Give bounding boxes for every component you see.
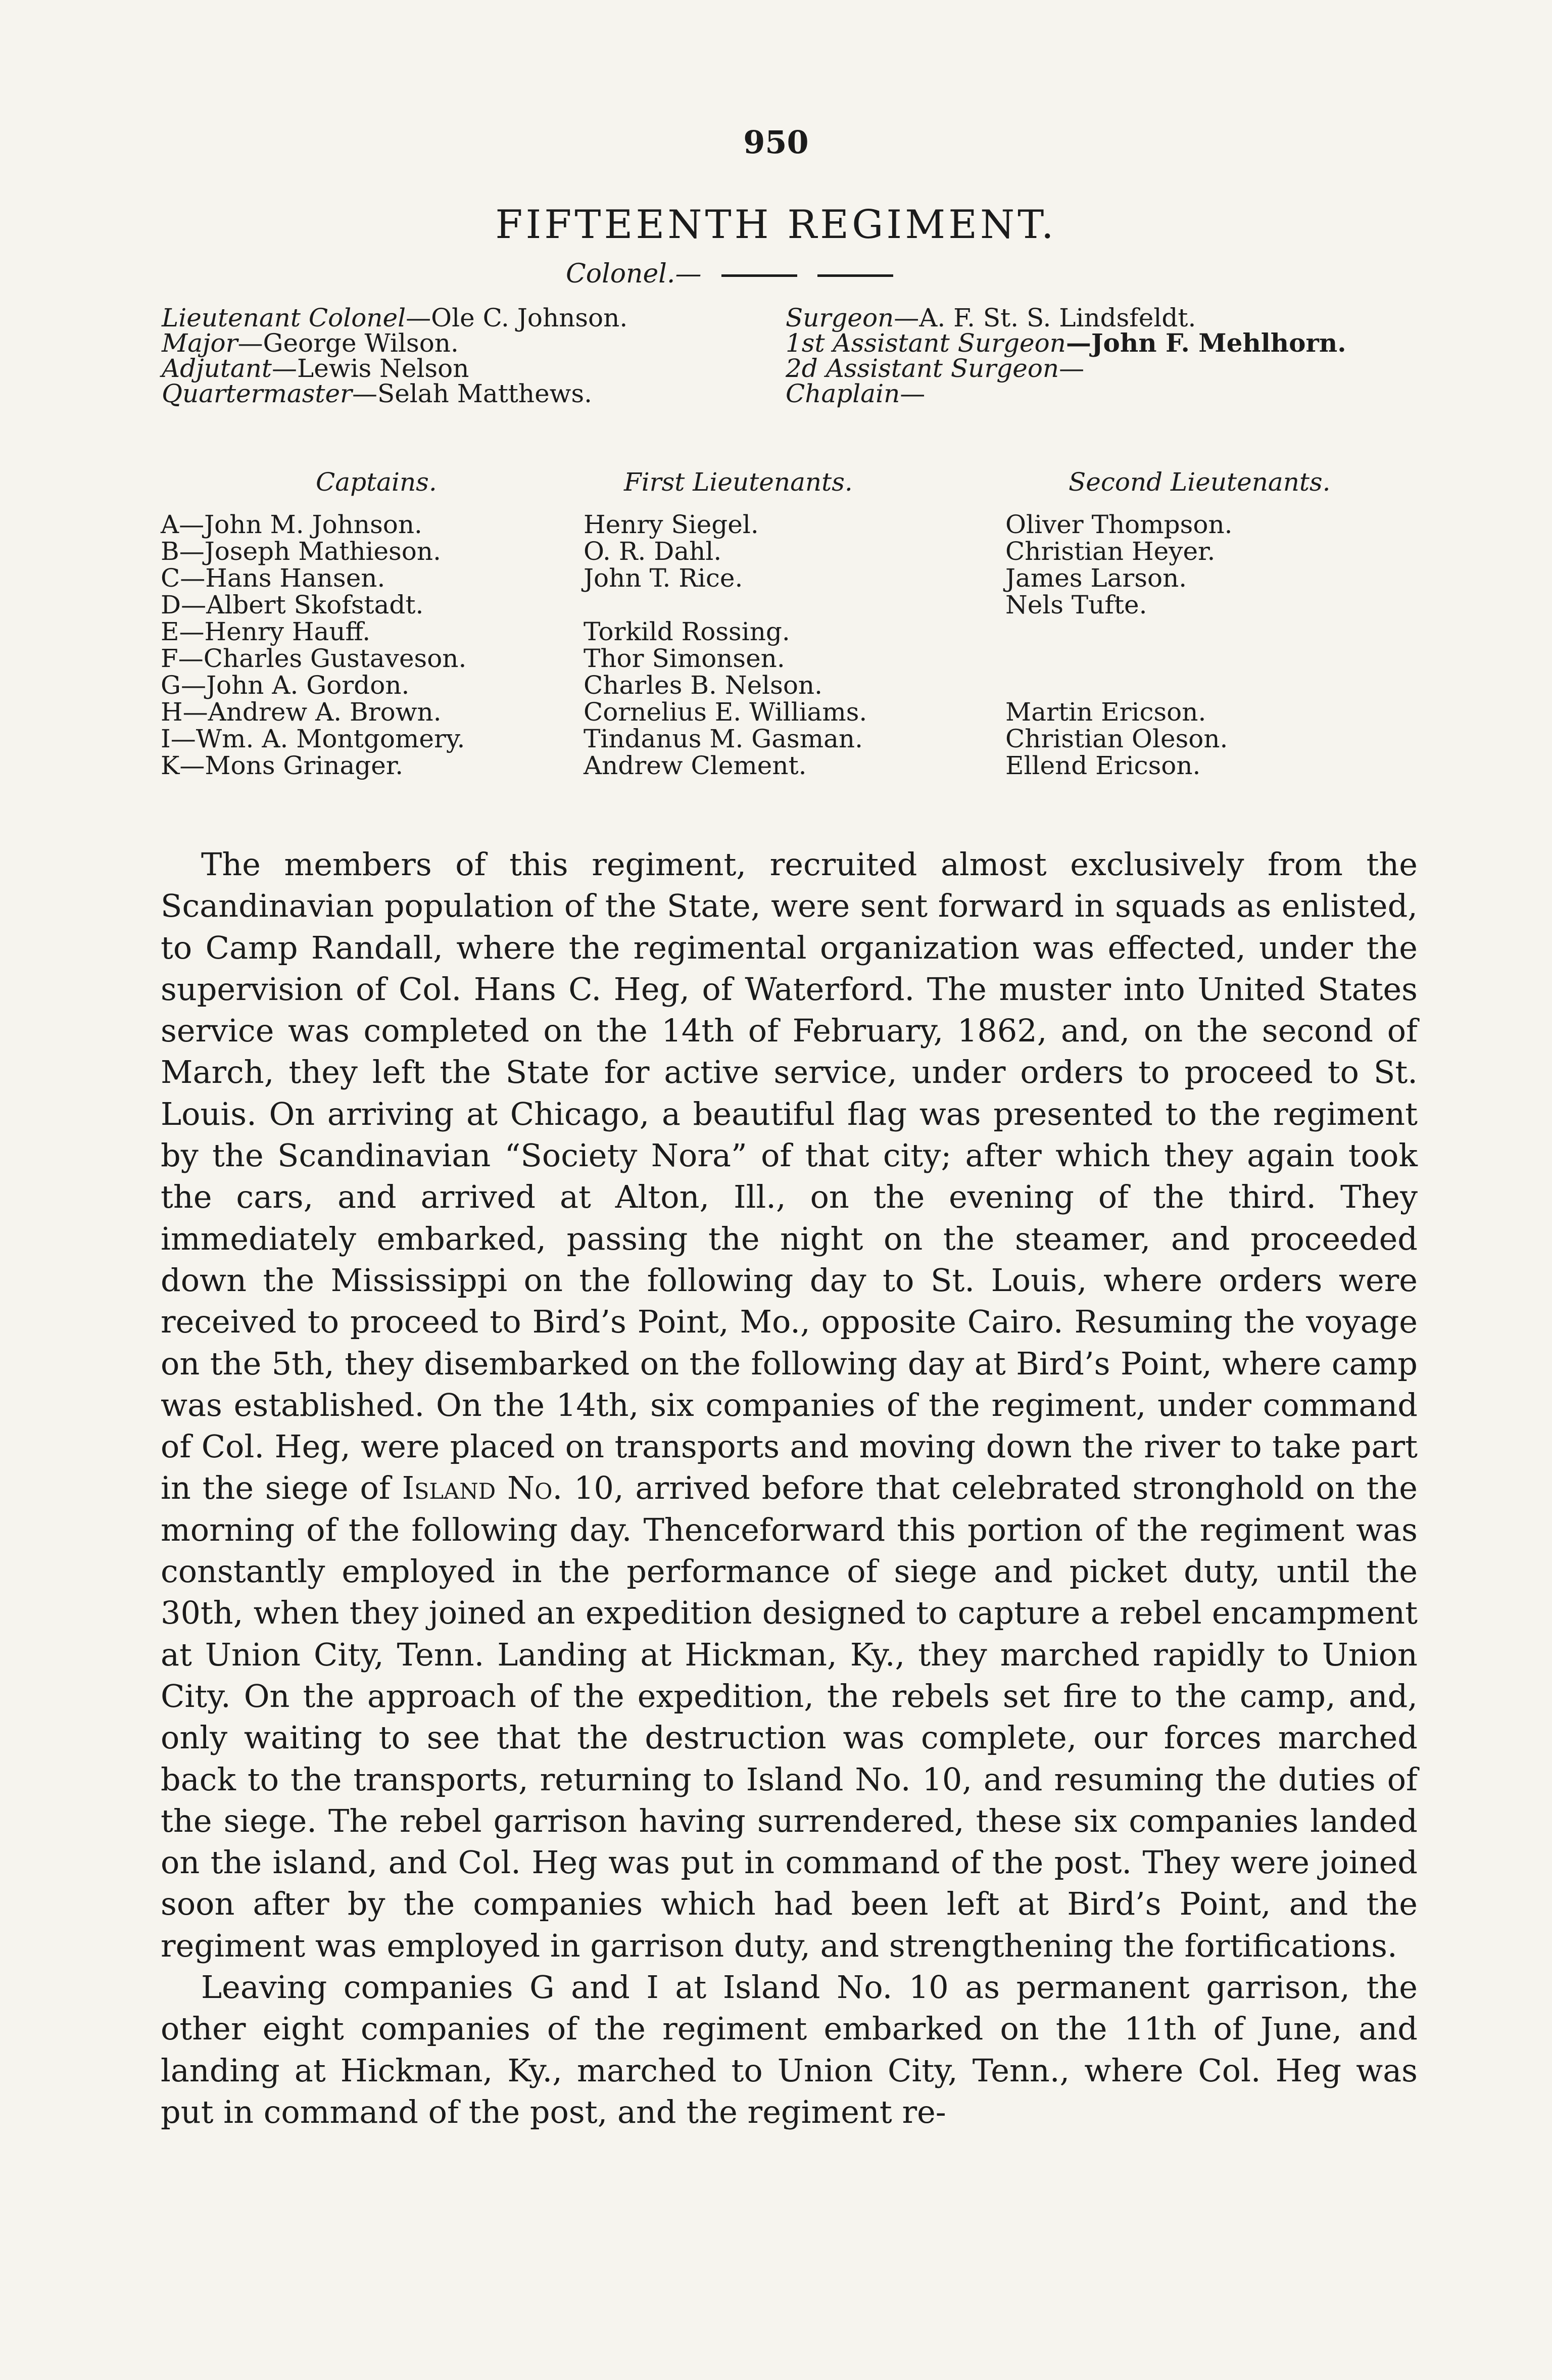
captain-entry: E—Henry Hauff.: [161, 617, 371, 646]
page-number: 950: [743, 124, 809, 161]
captains-column: [161, 511, 466, 779]
staff-entry: [786, 356, 1346, 381]
staff-role: Surgeon: [786, 303, 894, 332]
staff-name: —A. F. St. S. Lindsfeldt.: [894, 303, 1196, 332]
first-lieutenants-header: First Lieutenants.: [624, 467, 853, 497]
staff-entry: [786, 381, 1346, 406]
first-lieutenant-entry: Thor Simonsen.: [584, 644, 785, 673]
island-name: Island No. 10: [402, 1469, 614, 1507]
blank-line: [721, 274, 797, 277]
staff-name: —: [900, 379, 926, 408]
staff-name: —Selah Matthews.: [352, 379, 593, 408]
staff-name: —: [1059, 354, 1085, 383]
regiment-history: [161, 844, 1418, 2133]
staff-role: Lieutenant Colonel: [162, 303, 406, 332]
captain-entry: F—Charles Gustaveson.: [161, 644, 467, 673]
captains-header: Captains.: [316, 467, 437, 497]
second-lieutenants-header: Second Lieutenants.: [1069, 467, 1331, 497]
second-lieutenants-column: [1005, 511, 1233, 779]
first-lieutenant-entry: Charles B. Nelson.: [584, 671, 823, 700]
second-lieutenant-entry: Ellend Ericson.: [1005, 751, 1201, 780]
second-lieutenant-entry: Martin Ericson.: [1005, 697, 1206, 727]
captain-entry: C—Hans Hansen.: [161, 563, 385, 593]
first-lieutenant-entry: Cornelius E. Williams.: [584, 697, 867, 727]
first-lieutenant-entry: Henry Siegel.: [584, 510, 759, 539]
staff-entry: [162, 305, 627, 330]
second-lieutenant-entry: [1005, 618, 1233, 645]
first-lieutenant-entry: O. R. Dahl.: [584, 537, 722, 566]
paragraph: Leaving companies G and I at Island No. 10 as permanent garrison, the other eight companies of the regiment embarked on the 11th of June, and landing at Hickman, Ky., marched to Union City, Tenn., where Col. Heg was put in command of the post, and the regiment re-: [161, 1969, 1418, 2130]
staff-role: Quartermaster: [162, 379, 352, 408]
staff-name: —George Wilson.: [237, 328, 459, 358]
staff-name: —Lewis Nelson: [272, 354, 469, 383]
second-lieutenant-entry: Christian Oleson.: [1005, 724, 1228, 753]
captain-entry: D—Albert Skofstadt.: [161, 590, 424, 620]
captain-entry: H—Andrew A. Brown.: [161, 697, 442, 727]
second-lieutenant-entry: [1005, 645, 1233, 672]
second-lieutenant-entry: James Larson.: [1005, 563, 1187, 593]
staff-role: 2d Assistant Surgeon: [786, 354, 1059, 383]
staff-entry: [786, 330, 1346, 356]
captain-entry: G—John A. Gordon.: [161, 671, 410, 700]
blank-line: [817, 274, 893, 277]
paragraph: [161, 844, 1418, 1967]
staff-role: Major: [162, 328, 238, 358]
staff-name: —John F. Mehlhorn.: [1065, 328, 1346, 358]
staff-name: —Ole C. Johnson.: [406, 303, 628, 332]
staff-role: Chaplain: [786, 379, 900, 408]
captain-entry: I—Wm. A. Montgomery.: [161, 724, 465, 753]
captain-entry: A—John M. Johnson.: [161, 510, 422, 539]
second-lieutenant-entry: Nels Tufte.: [1005, 590, 1147, 620]
second-lieutenant-entry: [1005, 672, 1233, 699]
first-lieutenant-entry: [584, 592, 867, 618]
staff-entry: [786, 305, 1346, 330]
first-lieutenant-entry: Torkild Rossing.: [584, 617, 790, 646]
paragraph-text: , arrived before that celebrated stronghold on the morning of the following day. Thenceforward this portion of the regiment was constantly employed in the performance of siege and picket duty, until the 30th, when they joined an expedition designed to capture a rebel encampment at Union City, Tenn. Landing at Hickman, Ky., they marched rapidly to Union City. On the approach of the expedition, the rebels set fire to the camp, and, only waiting to see that the destruction was complete, our forces marched back to the transports, returning to Island No. 10, and resuming the duties of the siege. The rebel garrison having surrendered, these six companies landed on the island, and Col. Heg was put in command of the post. They were joined soon after by the companies which had been left at Bird’s Point, and the regiment was employed in garrison duty, and strengthening the fortifications.: [161, 1469, 1418, 1964]
colonel-label: Colonel.—: [566, 259, 702, 289]
staff-list-left: [162, 305, 627, 406]
first-lieutenant-entry: Tindanus M. Gasman.: [584, 724, 863, 753]
paragraph-text: The members of this regiment, recruited almost exclusively from the Scandinavian population of the State, were sent forward in squads as enlisted, to Camp Randall, where the regimental organization was effected, under the supervision of Col. Hans C. Heg, of Waterford. The muster into United States service was completed on the 14th of February, 1862, and, on the second of March, they left the State for active service, under orders to proceed to St. Louis. On arriving at Chicago, a beautiful flag was presented to the regiment by the Scandinavian “Society Nora” of that city; after which they again took the cars, and arrived at Alton, Ill., on the evening of the third. They immediately embarked, passing the night on the steamer, and proceeded down the Mississippi on the following day to St. Louis, where orders were received to proceed to Bird’s Point, Mo., opposite Cairo. Resuming the voyage on the 5th, they disembarked on the following day at Bird’s Point, where camp was established. On the 14th, six companies of the regiment, under command of Col. Heg, were placed on transports and moving down the river to take part in the siege of: [161, 846, 1418, 1507]
first-lieutenant-entry: John T. Rice.: [584, 563, 743, 593]
staff-entry: [162, 381, 627, 406]
staff-entry: [162, 330, 627, 356]
second-lieutenant-entry: Christian Heyer.: [1005, 537, 1216, 566]
staff-entry: [162, 356, 627, 381]
first-lieutenants-column: [584, 511, 867, 779]
staff-role: Adjutant: [162, 354, 272, 383]
staff-list-right: [786, 305, 1346, 406]
first-lieutenant-entry: Andrew Clement.: [584, 751, 807, 780]
captain-entry: B—Joseph Mathieson.: [161, 537, 441, 566]
colonel-entry: [566, 259, 893, 289]
regiment-heading: FIFTEENTH REGIMENT.: [495, 202, 1057, 248]
second-lieutenant-entry: Oliver Thompson.: [1005, 510, 1233, 539]
captain-entry: K—Mons Grinager.: [161, 751, 404, 780]
staff-role: 1st Assistant Surgeon: [786, 328, 1066, 358]
